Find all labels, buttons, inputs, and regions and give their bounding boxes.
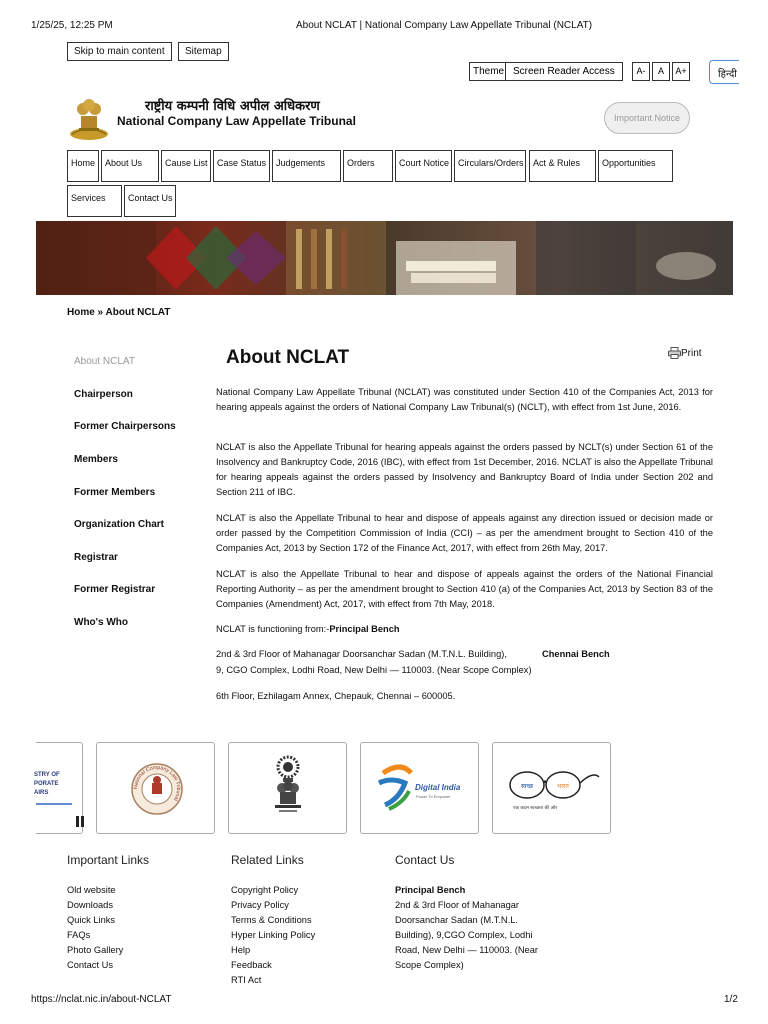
sidebar-item-former-registrar[interactable]: Former Registrar bbox=[74, 584, 156, 595]
page-url: https://nclat.nic.in/about-NCLAT bbox=[31, 994, 172, 1005]
screen-reader-button[interactable]: Screen Reader Access bbox=[505, 62, 623, 81]
contact-address-line: Scope Complex) bbox=[395, 960, 464, 970]
sidebar-item-registrar[interactable]: Registrar bbox=[74, 552, 118, 563]
contact-address-line: Building), 9,CGO Complex, Lodhi bbox=[395, 930, 533, 940]
org-name-english: National Company Law Appellate Tribunal bbox=[117, 114, 356, 128]
nav-orders[interactable]: Orders bbox=[343, 150, 393, 182]
footer-link-terms[interactable]: Terms & Conditions bbox=[231, 915, 312, 925]
nav-act-rules[interactable]: Act & Rules bbox=[529, 150, 596, 182]
svg-text:स्वच्छ: स्वच्छ bbox=[520, 783, 534, 790]
nav-court-notice[interactable]: Court Notice bbox=[395, 150, 452, 182]
print-header bbox=[0, 20, 768, 32]
related-links-heading: Related Links bbox=[231, 853, 304, 867]
sidebar-item-whos-who[interactable]: Who's Who bbox=[74, 617, 129, 628]
footer-link-photo-gallery[interactable]: Photo Gallery bbox=[67, 945, 124, 955]
content-paragraph: NCLAT is also the Appellate Tribunal for hearing appeals against the orders passed by NCLT(s) under Section 61 of the Insolvency and Bankruptcy Code, 2016 (IBC), with effect from 1st December, 2016. NCLAT is also the Appellate Tribunal for hearing appeals against the orders passed by Insolvency and Bankruptcy Board of India under Section 202 and Section 211 of IBC. bbox=[216, 442, 713, 497]
important-notice-button[interactable]: Important Notice bbox=[604, 102, 690, 134]
nav-cause-list[interactable]: Cause List bbox=[161, 150, 211, 182]
functioning-from: NCLAT is functioning from:-Principal Bench bbox=[216, 624, 400, 634]
sidebar-item-about-nclat[interactable]: About NCLAT bbox=[74, 356, 135, 367]
national-emblem-logo[interactable] bbox=[68, 94, 110, 140]
sidebar-item-members[interactable]: Members bbox=[74, 454, 118, 465]
print-button[interactable] bbox=[668, 347, 702, 359]
svg-text:भारत: भारत bbox=[557, 783, 569, 790]
footer-link-quick-links[interactable]: Quick Links bbox=[67, 915, 116, 925]
language-toggle[interactable]: हिन्दी bbox=[709, 60, 739, 84]
sitemap-link[interactable]: Sitemap bbox=[178, 42, 229, 61]
footer-link-downloads[interactable]: Downloads bbox=[67, 900, 113, 910]
footer-link-privacy-policy[interactable]: Privacy Policy bbox=[231, 900, 289, 910]
nav-home[interactable]: Home bbox=[67, 150, 99, 182]
printer-icon bbox=[668, 347, 681, 359]
chennai-bench-label: Chennai Bench bbox=[542, 649, 610, 659]
page-number: 1/2 bbox=[724, 994, 738, 1005]
nav-services[interactable]: Services bbox=[67, 185, 122, 217]
footer-link-help[interactable]: Help bbox=[231, 945, 251, 955]
footer-link-feedback[interactable]: Feedback bbox=[231, 960, 272, 970]
principal-address-line1: 2nd & 3rd Floor of Mahanagar Doorsanchar Sadan (M.T.N.L. Building), bbox=[216, 649, 507, 659]
print-label: Print bbox=[681, 348, 702, 359]
nav-circulars-orders[interactable]: Circulars/Orders bbox=[454, 150, 526, 182]
important-links-heading: Important Links bbox=[67, 853, 150, 867]
nav-case-status[interactable]: Case Status bbox=[213, 150, 270, 182]
svg-text:National Company Law Tribunal: National Company Law Tribunal bbox=[132, 764, 182, 802]
contact-bench-label: Principal Bench bbox=[395, 885, 466, 895]
skip-to-content-link[interactable]: Skip to main content bbox=[67, 42, 172, 61]
content-paragraph: NCLAT is also the Appellate Tribunal to hear and dispose of appeals against the orders of the National Financial Reporting Authority – as per the amendment brought to Section 410 (a) of the Companies Act, 2013 by Section 83 of the Companies (Amendment) Act, 2017, with effect from 7th May, 2018. bbox=[216, 569, 713, 609]
ashoka-emblem-card[interactable] bbox=[228, 742, 347, 834]
sidebar-item-former-members[interactable]: Former Members bbox=[74, 487, 156, 498]
swachh-bharat-glasses-icon bbox=[493, 743, 612, 835]
principal-address-line2: 9, CGO Complex, Lodhi Road, New Delhi — 110003. (Near Scope Complex) bbox=[216, 665, 532, 675]
footer-link-rti-act[interactable]: RTI Act bbox=[231, 975, 262, 985]
font-decrease-button[interactable]: A- bbox=[632, 62, 650, 81]
chennai-address: 6th Floor, Ezhilagam Annex, Chepauk, Chennai – 600005. bbox=[216, 691, 456, 701]
nclt-logo-card[interactable] bbox=[96, 742, 215, 834]
footer-link-hyperlinking-policy[interactable]: Hyper Linking Policy bbox=[231, 930, 316, 940]
swachh-bharat-card[interactable] bbox=[492, 742, 611, 834]
hero-banner-image bbox=[36, 221, 733, 295]
contact-address-block bbox=[395, 883, 538, 973]
font-reset-button[interactable]: A bbox=[652, 62, 670, 81]
font-increase-button[interactable]: A+ bbox=[672, 62, 690, 81]
breadcrumb[interactable]: Home » About NCLAT bbox=[67, 307, 171, 318]
mca-logo-card[interactable]: STRY OF PORATE AIRS bbox=[36, 742, 83, 834]
footer-link-faqs[interactable]: FAQs bbox=[67, 930, 91, 940]
principal-bench-label: Principal Bench bbox=[329, 624, 400, 634]
nav-contact-us[interactable]: Contact Us bbox=[124, 185, 176, 217]
nclt-emblem-icon bbox=[97, 743, 216, 835]
related-links-list bbox=[231, 883, 315, 988]
sidebar-item-former-chairpersons[interactable]: Former Chairpersons bbox=[74, 421, 176, 432]
footer-link-copyright-policy[interactable]: Copyright Policy bbox=[231, 885, 299, 895]
nav-judgements[interactable]: Judgements bbox=[272, 150, 341, 182]
digital-india-logo-icon bbox=[361, 743, 480, 835]
ashoka-emblem-icon bbox=[229, 743, 348, 835]
theme-button[interactable]: Theme bbox=[469, 62, 508, 81]
sidebar-item-organization-chart[interactable]: Organization Chart bbox=[74, 519, 165, 530]
contact-us-heading: Contact Us bbox=[395, 853, 455, 867]
digital-india-card[interactable] bbox=[360, 742, 479, 834]
org-name-hindi: राष्ट्रीय कम्पनी विधि अपील अधिकरण bbox=[145, 99, 320, 114]
footer-link-old-website[interactable]: Old website bbox=[67, 885, 116, 895]
nav-opportunities[interactable]: Opportunities bbox=[598, 150, 673, 182]
footer-link-contact-us[interactable]: Contact Us bbox=[67, 960, 113, 970]
svg-text:Digital India: Digital India bbox=[415, 783, 461, 792]
contact-address-line: Road, New Delhi — 110003. (Near bbox=[395, 945, 538, 955]
print-page-title: About NCLAT | National Company Law Appellate Tribunal (NCLAT) bbox=[296, 20, 593, 31]
svg-text:Power To Empower: Power To Empower bbox=[416, 794, 451, 799]
print-datetime: 1/25/25, 12:25 PM bbox=[31, 20, 113, 31]
important-links-list bbox=[67, 883, 123, 973]
content-paragraph: NCLAT is also the Appellate Tribunal to hear and dispose of appeals against any direction issued or decision made or order passed by the Competition Commission of India (CCI) – as per the amendment brought to Section 410 of the Companies Act, 2013 by Section 172 of the Finance Act, 2017, with effect from 26th May, 2017. bbox=[216, 513, 713, 553]
sidebar-item-chairperson[interactable]: Chairperson bbox=[74, 389, 133, 400]
contact-address-line: Doorsanchar Sadan (M.T.N.L. bbox=[395, 915, 518, 925]
page-title: About NCLAT bbox=[226, 347, 350, 368]
contact-address-line: 2nd & 3rd Floor of Mahanagar bbox=[395, 900, 520, 910]
svg-text:एक कदम स्वच्छता की ओर: एक कदम स्वच्छता की ओर bbox=[512, 806, 558, 811]
content-paragraph: National Company Law Appellate Tribunal (NCLAT) was constituted under Section 410 of the Companies Act, 2013 for hearing appeals against the orders of National Company Law Tribunal(s) (NCLT), with effect from 1st June, 2016. bbox=[216, 387, 713, 412]
nav-about-us[interactable]: About Us bbox=[101, 150, 159, 182]
